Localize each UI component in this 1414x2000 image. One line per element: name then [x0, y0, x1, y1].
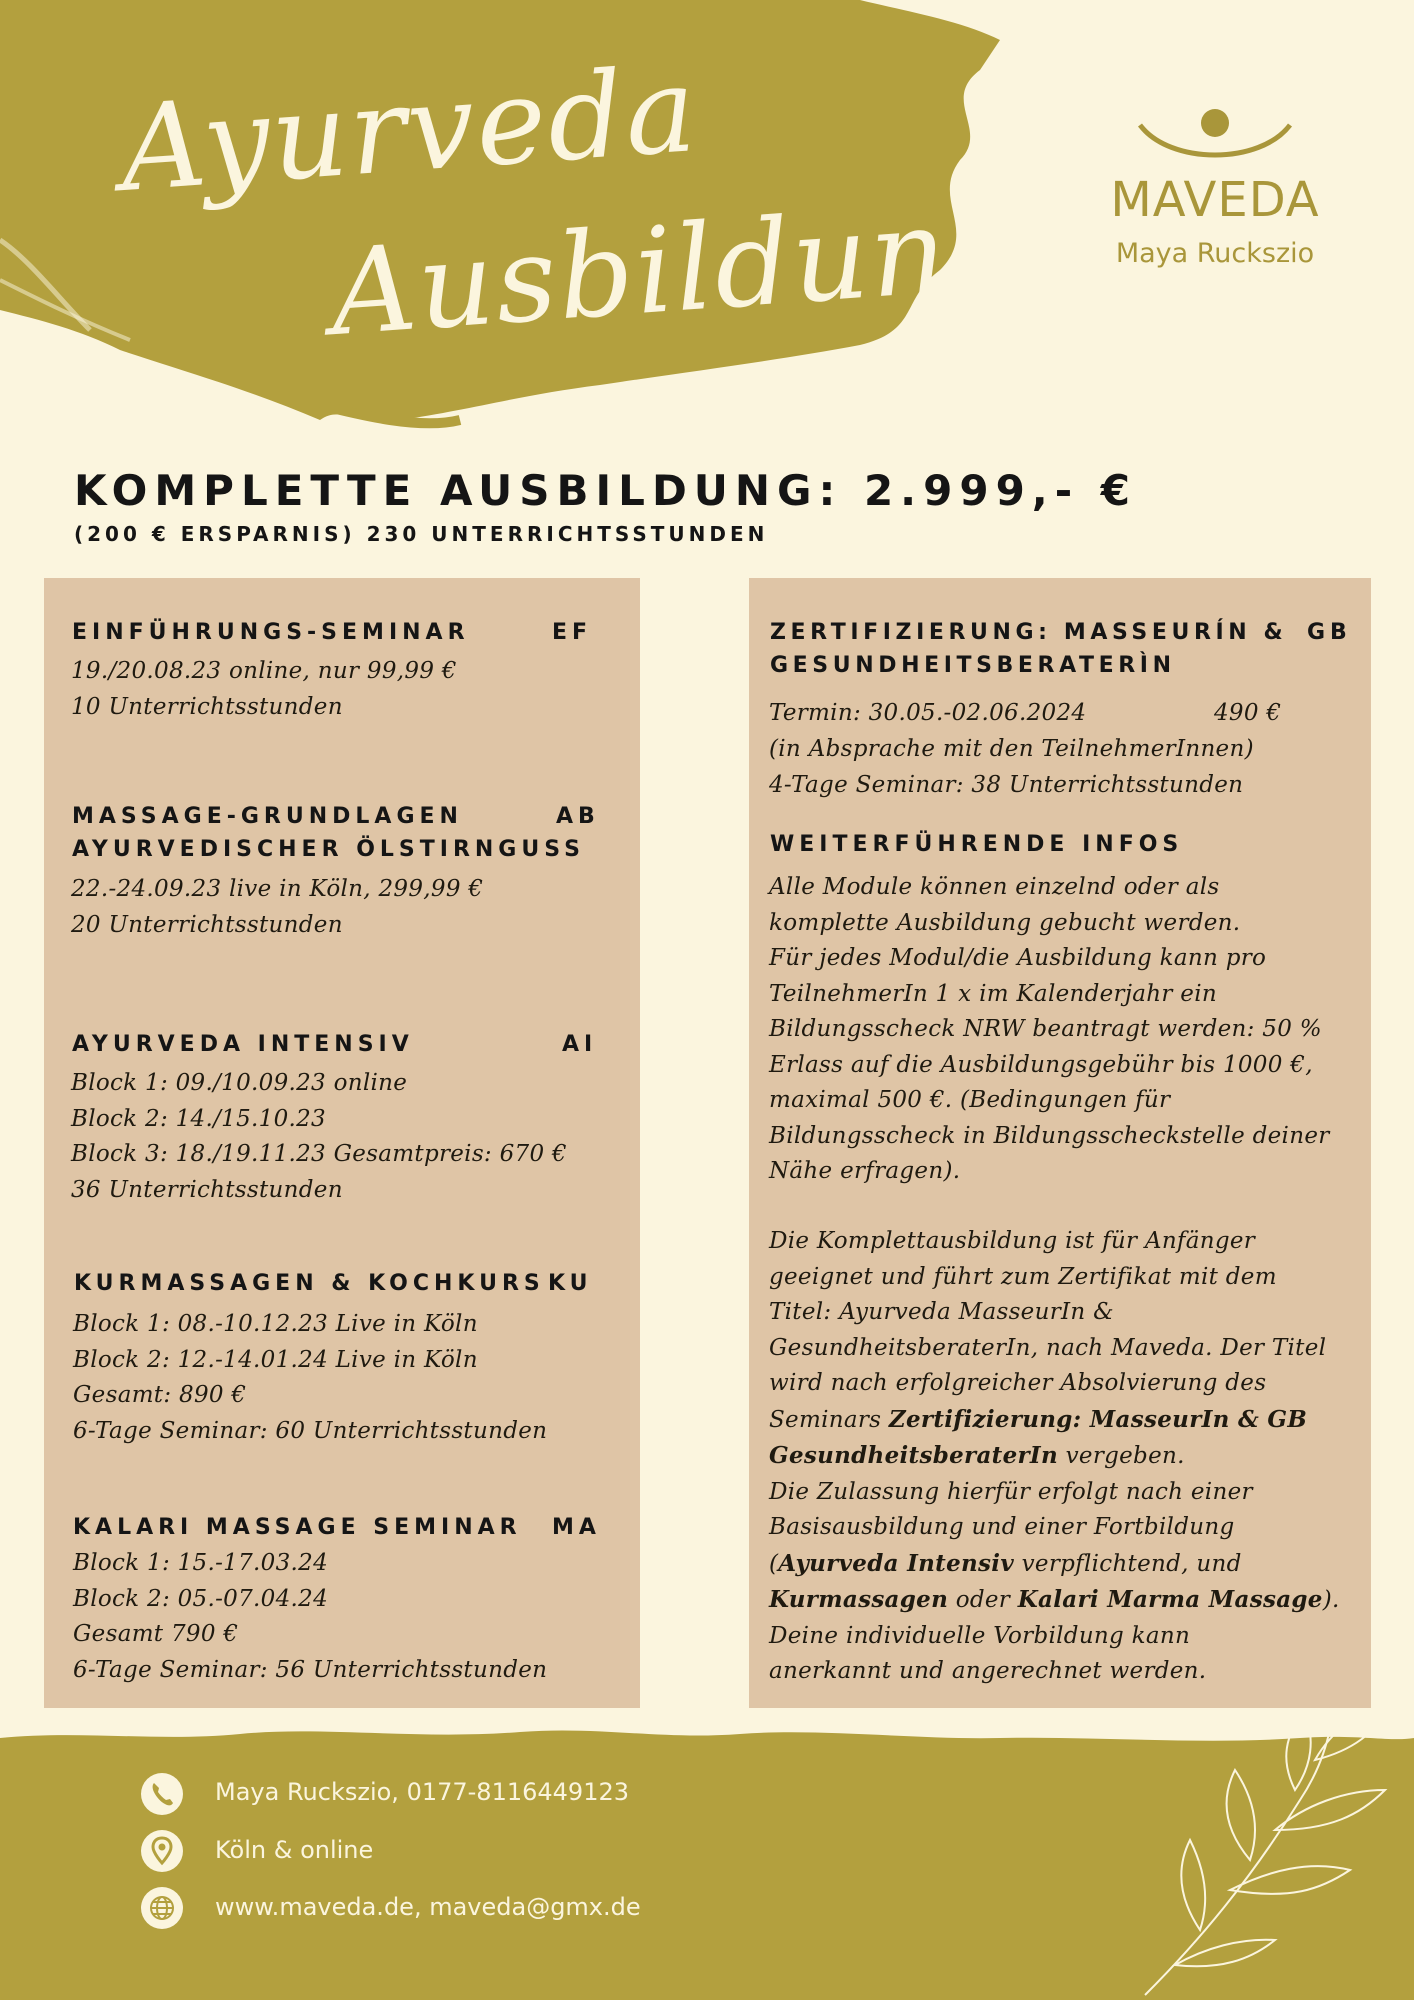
module-title-ef: EINFÜHRUNGS-SEMINAR — [72, 620, 470, 645]
certification-price: 490 € — [1214, 700, 1282, 726]
infos-title: WEITERFÜHRENDE INFOS — [770, 832, 1184, 857]
infos-text-1: Alle Module können einzelnd oder als komplette Ausbildung gebucht werden. Für jedes Modul/die Ausbildung kann pro TeilnehmerIn 1 x im Kalenderjahr ein Bildungsscheck NRW beantragt werden: 50 % Erlass auf die Ausbildungsgebühr bis 1000 €, maximal 500 €. (Bedingungen für Bildungsscheck in Bildungsscheckstelle deiner Nähe erfragen). — [769, 874, 1330, 1184]
title-script-line1: Ayurveda — [115, 40, 702, 218]
page-subtitle: (200 € ERSPARNIS) 230 UNTERRICHTSSTUNDEN — [74, 522, 769, 546]
certification-date: Termin: 30.05.-02.06.2024 — [769, 700, 1087, 726]
module-code-gb: GB — [1307, 620, 1352, 645]
footer-band — [0, 1730, 1414, 2000]
location-pin-icon — [141, 1830, 183, 1872]
module-code-ab: AB — [556, 804, 600, 829]
title-script-line2: Ausbildung — [326, 175, 1030, 363]
module-title-gb: ZERTIFIZIERUNG: MASSEURÍN & GESUNDHEITSBERATERÌN — [770, 620, 1288, 678]
module-code-ku: KU — [548, 1271, 593, 1296]
globe-icon — [141, 1887, 183, 1929]
module-text-ku: Block 1: 08.-10.12.23 Live in Köln Block 2: 12.-14.01.24 Live in Köln Gesamt: 890 € 6-Tage Seminar: 60 Unterrichtsstunden — [73, 1311, 548, 1444]
page-title: KOMPLETTE AUSBILDUNG: 2.999,- € — [74, 466, 1138, 515]
footer-web[interactable]: www.maveda.de, maveda@gmx.de — [215, 1893, 641, 1921]
module-text-ma: Block 1: 15.-17.03.24 Block 2: 05.-07.04.24 Gesamt 790 € 6-Tage Seminar: 56 Unterrichtsstunden — [73, 1550, 548, 1683]
module-text-ab: 22.-24.09.23 live in Köln, 299,99 € 20 Unterrichtsstunden — [71, 876, 484, 938]
modules-panel — [44, 578, 640, 1708]
smile-dot-icon — [1060, 40, 1370, 170]
module-title-ma: KALARI MASSAGE SEMINAR — [73, 1515, 522, 1540]
module-title-ku: KURMASSAGEN & KOCHKURS — [74, 1271, 545, 1296]
footer-contact: Maya Ruckszio, 0177-8116449123 — [215, 1778, 629, 1806]
logo-name: MAVEDA — [1110, 172, 1320, 228]
module-code-ef: EF — [552, 620, 593, 645]
maveda-logo — [1060, 40, 1370, 350]
module-text-ef: 19./20.08.23 online, nur 99,99 € 10 Unterrichtsstunden — [71, 658, 457, 720]
module-title-ai: AYURVEDA INTENSIV — [72, 1032, 414, 1057]
footer-location: Köln & online — [215, 1836, 374, 1864]
infos-text-2: Die Komplettausbildung ist für Anfänger geeignet und führt zum Zertifikat mit dem Titel: Ayurveda MasseurIn & GesundheitsberaterIn, nach Maveda. Der Titel wird nach erfolgreicher Absolvierung des Seminars Zertifizierung: MasseurIn & GB GesundheitsberaterIn vergeben. Die Zulassung hierfür erfolgt nach einer Basisausbildung und einer Fortbildung (Ayurveda Intensiv verpflichtend, und Kurmassagen oder Kalari Marma Massage). Deine individuelle Vorbildung kann anerkannt und angerechnet werden. — [769, 1228, 1340, 1684]
logo-owner: Maya Ruckszio — [1115, 238, 1315, 269]
module-code-ai: AI — [562, 1032, 598, 1057]
certification-text: (in Absprache mit den TeilnehmerInnen) 4-Tage Seminar: 38 Unterrichtsstunden — [769, 736, 1254, 798]
module-code-ma: MA — [552, 1515, 601, 1540]
module-title-ab: MASSAGE-GRUNDLAGEN AYURVEDISCHER ÖLSTIRNGUSS — [72, 804, 585, 862]
phone-icon — [141, 1773, 183, 1815]
module-text-ai: Block 1: 09./10.09.23 online Block 2: 14./15.10.23 Block 3: 18./19.11.23 Gesamtpreis: 670 € 36 Unterrichtsstunden — [71, 1070, 567, 1203]
info-panel — [749, 578, 1371, 1708]
